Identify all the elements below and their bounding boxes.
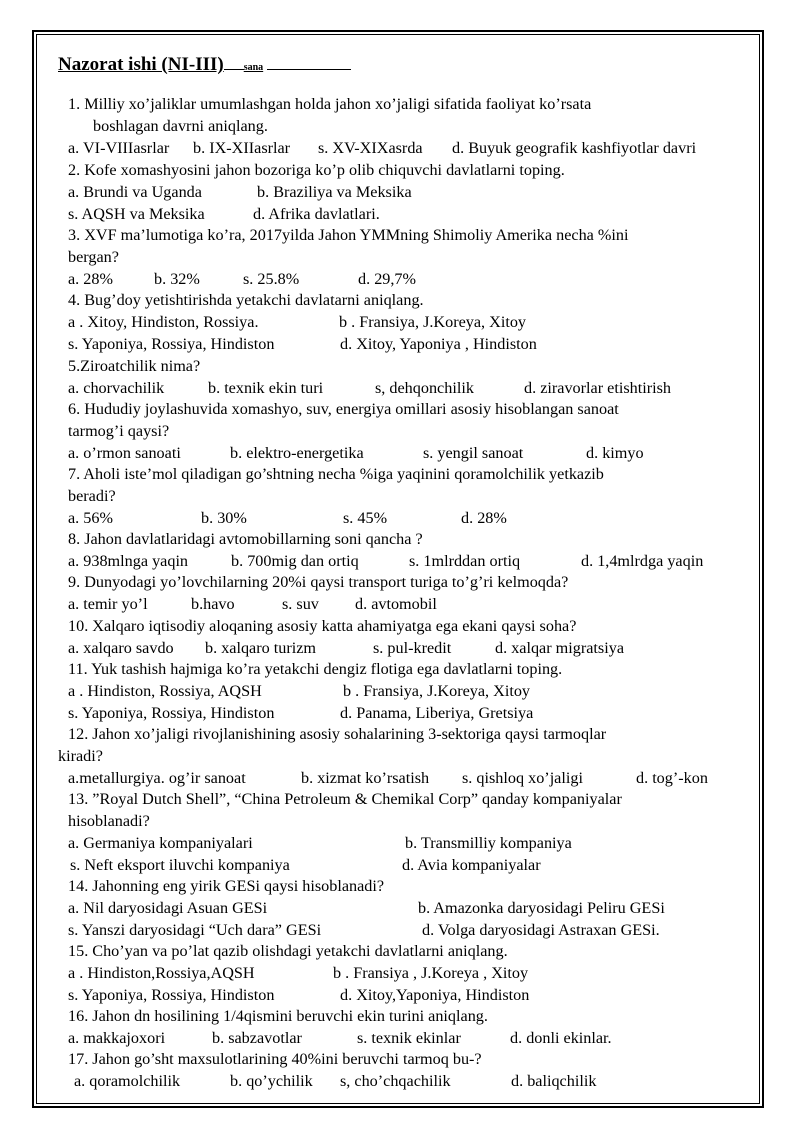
question-14-option-a: a. Nil daryosidagi Asuan GESi <box>68 899 268 917</box>
question-2-option-d: d. Afrika davlatlari. <box>253 205 380 223</box>
question-3-option-a: a. 28% <box>68 270 113 288</box>
question-14-option-b: b. Amazonka daryosidagi Peliru GESi <box>418 899 665 917</box>
question-13-option-a: a. Germaniya kompaniyalari <box>68 834 253 852</box>
question-15-text-line-1: 15. Cho’yan va po’lat qazib olishdagi yetakchi davlatlarni aniqlang. <box>68 942 508 960</box>
question-6-option-b: b. elektro-energetika <box>230 444 364 462</box>
question-4-option-a: a . Xitoy, Hindiston, Rossiya. <box>68 313 259 331</box>
question-16-option-b: b. sabzavotlar <box>212 1029 302 1047</box>
question-16-option-d: d. donli ekinlar. <box>510 1029 612 1047</box>
question-3-option-s: s. 25.8% <box>243 270 300 288</box>
question-11-option-s: s. Yaponiya, Rossiya, Hindiston <box>68 704 275 722</box>
question-3-option-d: d. 29,7% <box>358 270 416 288</box>
question-7-option-s: s. 45% <box>343 509 388 527</box>
question-12-option-s: s. qishloq xo’jaligi <box>462 769 583 787</box>
question-1-text-line-2: boshlagan davrni aniqlang. <box>93 117 268 135</box>
question-10-option-d: d. xalqar migratsiya <box>495 639 625 657</box>
question-5-option-a: a. chorvachilik <box>68 379 165 397</box>
question-2-option-a: a. Brundi va Uganda <box>68 183 202 201</box>
question-1-option-d: d. Buyuk geografik kashfiyotlar davri <box>452 139 697 157</box>
worksheet-header <box>58 54 351 76</box>
question-9-text-line-1: 9. Dunyodagi yo’lovchilarning 20%i qaysi transport turiga to’g’ri kelmoqda? <box>68 573 569 591</box>
question-3-text-line-1: 3. XVF ma’lumotiga ko’ra, 2017yilda Jahon YMMning Shimoliy Amerika necha %ini <box>68 226 629 244</box>
question-6-text-line-2: tarmog’i qaysi? <box>68 422 170 440</box>
question-12-text-line-1: 12. Jahon xo’jaligi rivojlanishining asosiy sohalarining 3-sektoriga qaysi tarmoqlar <box>68 725 607 743</box>
question-11-option-a: a . Hindiston, Rossiya, AQSH <box>68 682 262 700</box>
question-7-text-line-2: beradi? <box>68 487 116 505</box>
question-5-option-b: b. texnik ekin turi <box>208 379 324 397</box>
question-4-option-d: d. Xitoy, Yaponiya , Hindiston <box>340 335 537 353</box>
question-7-text-line-1: 7. Aholi iste’mol qiladigan go’shtning necha %iga yaqinini qoramolchilik yetkazib <box>68 465 604 483</box>
question-13-option-s: s. Neft eksport iluvchi kompaniya <box>70 856 290 874</box>
question-2-text-line-1: 2. Kofe xomashyosini jahon bozoriga ko’p olib chiquvchi davlatlarni toping. <box>68 161 565 179</box>
question-10-option-a: a. xalqaro savdo <box>68 639 174 657</box>
question-10-option-s: s. pul-kredit <box>373 639 452 657</box>
question-15-option-d: d. Xitoy,Yaponiya, Hindiston <box>340 986 530 1004</box>
question-6-option-a: a. o’rmon sanoati <box>68 444 181 462</box>
question-17-option-s: s, cho’chqachilik <box>340 1072 451 1090</box>
question-3-option-b: b. 32% <box>154 270 200 288</box>
question-12-text-line-2: kiradi? <box>58 747 103 765</box>
question-4-text-line-1: 4. Bug’doy yetishtirishda yetakchi davlatarni aniqlang. <box>68 291 424 309</box>
question-8-text-line-1: 8. Jahon davlatlaridagi avtomobillarning soni qancha ? <box>68 530 423 548</box>
question-13-text-line-1: 13. ”Royal Dutch Shell”, “China Petroleum & Chemikal Corp” qanday kompaniyalar <box>68 790 622 808</box>
question-6-option-d: d. kimyo <box>586 444 644 462</box>
question-16-option-s: s. texnik ekinlar <box>357 1029 461 1047</box>
question-5-option-s: s, dehqonchilik <box>375 379 474 397</box>
question-9-option-d: d. avtomobil <box>355 595 437 613</box>
question-7-option-b: b. 30% <box>201 509 247 527</box>
question-8-option-s: s. 1mlrddan ortiq <box>409 552 521 570</box>
question-12-option-a: a.metallurgiya. og’ir sanoat <box>68 769 246 787</box>
question-9-option-b: b.havo <box>191 595 235 613</box>
question-1-option-a: a. VI-VIIIasrlar <box>68 139 170 157</box>
question-17-option-a: a. qoramolchilik <box>74 1072 181 1090</box>
question-9-option-a: a. temir yo’l <box>68 595 148 613</box>
question-3-text-line-2: bergan? <box>68 248 119 266</box>
question-5-option-d: d. ziravorlar etishtirish <box>524 379 671 397</box>
question-2-option-s: s. AQSH va Meksika <box>68 205 205 223</box>
question-17-option-d: d. baliqchilik <box>511 1072 597 1090</box>
question-17-option-b: b. qo’ychilik <box>230 1072 313 1090</box>
question-12-option-b: b. xizmat ko’rsatish <box>301 769 430 787</box>
question-4-option-s: s. Yaponiya, Rossiya, Hindiston <box>68 335 275 353</box>
date-label: sana <box>243 62 264 73</box>
question-15-option-a: a . Hindiston,Rossiya,AQSH <box>68 964 255 982</box>
question-2-option-b: b. Braziliya va Meksika <box>257 183 412 201</box>
question-8-option-a: a. 938mlnga yaqin <box>68 552 189 570</box>
question-16-option-a: a. makkajoxori <box>68 1029 166 1047</box>
worksheet-title: Nazorat ishi (NI-III) <box>58 54 224 75</box>
question-10-text-line-1: 10. Xalqaro iqtisodiy aloqaning asosiy katta ahamiyatga ega ekani qaysi soha? <box>68 617 577 635</box>
question-14-option-d: d. Volga daryosidagi Astraxan GESi. <box>422 921 660 939</box>
question-5-text-line-1: 5.Ziroatchilik nima? <box>68 357 201 375</box>
question-16-text-line-1: 16. Jahon dn hosilining 1/4qismini beruvchi ekin turini aniqlang. <box>68 1007 488 1025</box>
question-7-option-d: d. 28% <box>461 509 507 527</box>
question-8-option-b: b. 700mig dan ortiq <box>231 552 359 570</box>
question-6-option-s: s. yengil sanoat <box>423 444 524 462</box>
question-1-option-s: s. XV-XIXasrda <box>318 139 423 157</box>
question-11-option-d: d. Panama, Liberiya, Gretsiya <box>340 704 534 722</box>
question-8-option-d: d. 1,4mlrdga yaqin <box>581 552 704 570</box>
question-1-text-line-1: 1. Milliy xo’jaliklar umumlashgan holda jahon xo’jaligi sifatida faoliyat ko’rsata <box>68 95 592 113</box>
question-6-text-line-1: 6. Hududiy joylashuvida xomashyo, suv, energiya omillari asosiy hisoblangan sanoat <box>68 400 619 418</box>
question-14-text-line-1: 14. Jahonning eng yirik GESi qaysi hisoblanadi? <box>68 877 385 895</box>
question-12-option-d: d. tog’-kon <box>636 769 708 787</box>
question-14-option-s: s. Yanszi daryosidagi “Uch dara” GESi <box>68 921 322 939</box>
question-11-text-line-1: 11. Yuk tashish hajmiga ko’ra yetakchi dengiz flotiga ega davlatlarni toping. <box>68 660 563 678</box>
question-13-option-d: d. Avia kompaniyalar <box>402 856 541 874</box>
question-17-text-line-1: 17. Jahon go’sht maxsulotlarining 40%ini beruvchi tarmoq bu-? <box>68 1050 482 1068</box>
question-13-option-b: b. Transmilliy kompaniya <box>405 834 572 852</box>
title-underline-blank <box>224 55 244 70</box>
question-13-text-line-2: hisoblanadi? <box>68 812 150 830</box>
question-15-option-b: b . Fransiya , J.Koreya , Xitoy <box>333 964 529 982</box>
question-1-option-b: b. IX-XIIasrlar <box>193 139 291 157</box>
question-15-option-s: s. Yaponiya, Rossiya, Hindiston <box>68 986 275 1004</box>
question-10-option-b: b. xalqaro turizm <box>205 639 317 657</box>
question-11-option-b: b . Fransiya, J.Koreya, Xitoy <box>343 682 531 700</box>
question-9-option-s: s. suv <box>282 595 319 613</box>
question-7-option-a: a. 56% <box>68 509 113 527</box>
question-4-option-b: b . Fransiya, J.Koreya, Xitoy <box>339 313 527 331</box>
date-blank-line <box>267 55 351 70</box>
